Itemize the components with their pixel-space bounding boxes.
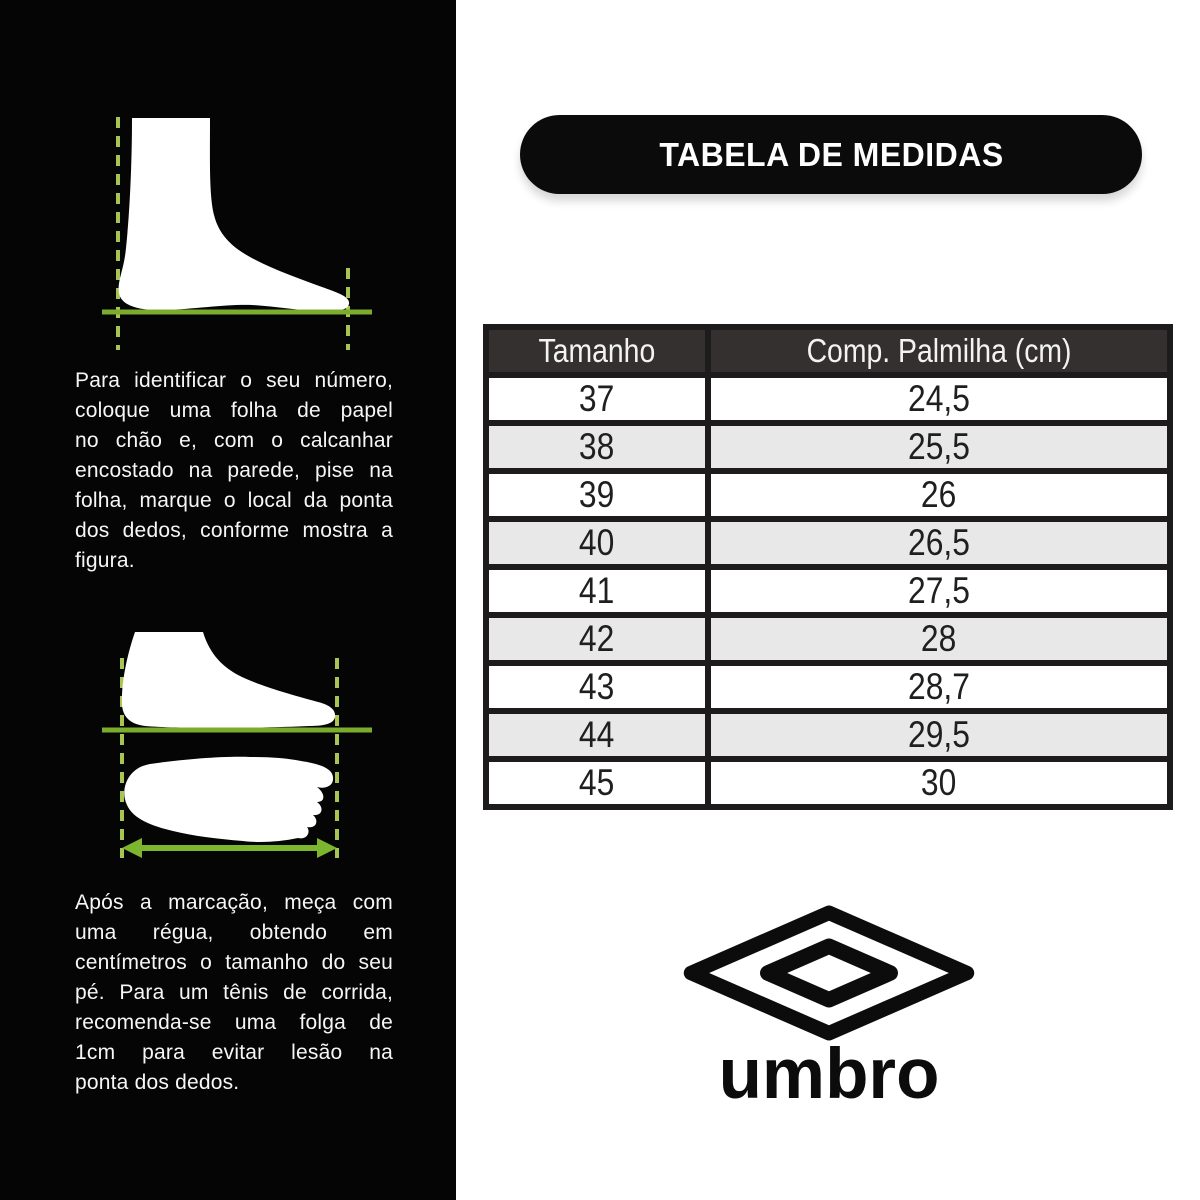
left-panel [0, 0, 456, 1200]
foot-silhouette [122, 632, 335, 728]
foot-length-measurement-illustration [0, 610, 456, 870]
paragraph-line: dos dedos, conforme mostra a [75, 519, 393, 542]
cell-text: 26 [921, 474, 957, 515]
insole-length-cell [708, 567, 1170, 615]
page-title: TABELA DE MEDIDAS [658, 135, 1004, 173]
table-header-row [486, 327, 1170, 375]
length-arrow [122, 838, 337, 858]
insole-length-cell [708, 375, 1170, 423]
size-value-cell [486, 423, 708, 471]
cell-text: 25,5 [908, 426, 970, 467]
paragraph-line: uma régua, obtendo em [75, 921, 393, 944]
title-pill [520, 115, 1142, 194]
paragraph-line: centímetros o tamanho do seu [75, 951, 393, 974]
paragraph-line: figura. [75, 549, 135, 572]
paragraph-line: ponta dos dedos. [75, 1071, 240, 1094]
cell-text: 28,7 [908, 666, 970, 707]
insole-length-cell [708, 471, 1170, 519]
cell-text: 28 [921, 618, 957, 659]
table-row [486, 375, 1170, 423]
paragraph-line: recomenda-se uma folga de [75, 1011, 393, 1034]
cell-text: 29,5 [908, 714, 970, 755]
cell-text: 42 [579, 618, 615, 659]
paragraph-line: folha, marque o local da ponta [75, 489, 393, 512]
column-header-insole-length [708, 327, 1170, 375]
foot-silhouette [119, 118, 349, 311]
cell-text: 37 [579, 378, 615, 419]
cell-text: 27,5 [908, 570, 970, 611]
insole-length-cell [708, 423, 1170, 471]
insole-length-cell [708, 759, 1170, 807]
insole-length-cell [708, 711, 1170, 759]
column-header-text: Comp. Palmilha (cm) [806, 332, 1072, 369]
cell-text: 24,5 [908, 378, 970, 419]
table-row [486, 615, 1170, 663]
cell-text: 40 [579, 522, 615, 563]
cell-text: 41 [579, 570, 615, 611]
column-header-text: Tamanho [538, 332, 656, 369]
measuring-instructions-paragraph-2 [75, 888, 393, 1098]
insole-length-cell [708, 663, 1170, 711]
table-row [486, 759, 1170, 807]
cell-text: 43 [579, 666, 615, 707]
table-row [486, 471, 1170, 519]
table-row [486, 567, 1170, 615]
table-row [486, 663, 1170, 711]
cell-text: 44 [579, 714, 615, 755]
size-value-cell [486, 711, 708, 759]
footprint-silhouette [124, 757, 333, 842]
cell-text: 38 [579, 426, 615, 467]
foot-side-view-illustration [0, 100, 456, 360]
cell-text: 26,5 [908, 522, 970, 563]
table-row [486, 423, 1170, 471]
size-value-cell [486, 471, 708, 519]
measuring-instructions-paragraph-1 [75, 366, 393, 576]
insole-length-cell [708, 519, 1170, 567]
paragraph-line: coloque uma folha de papel [75, 399, 393, 422]
column-header-size [486, 327, 708, 375]
size-table-body [486, 375, 1170, 807]
paragraph-line: no chão e, com o calcanhar [75, 429, 393, 452]
cell-text: 45 [579, 762, 615, 803]
insole-length-cell [708, 615, 1170, 663]
paragraph-line: 1cm para evitar lesão na [75, 1041, 393, 1064]
paragraph-line: encostado na parede, pise na [75, 459, 393, 482]
paragraph-line: Para identificar o seu número, [75, 369, 393, 392]
table-row [486, 519, 1170, 567]
table-row [486, 711, 1170, 759]
paragraph-line: pé. Para um tênis de corrida, [75, 981, 393, 1004]
paragraph-line: Após a marcação, meça com [75, 891, 393, 914]
size-value-cell [486, 663, 708, 711]
size-value-cell [486, 567, 708, 615]
umbro-wordmark: umbro [718, 1035, 940, 1114]
size-value-cell [486, 615, 708, 663]
size-value-cell [486, 519, 708, 567]
umbro-diamond-icon [683, 905, 975, 1041]
size-table [483, 324, 1173, 810]
size-value-cell [486, 375, 708, 423]
cell-text: 39 [579, 474, 615, 515]
cell-text: 30 [921, 762, 957, 803]
size-value-cell [486, 759, 708, 807]
